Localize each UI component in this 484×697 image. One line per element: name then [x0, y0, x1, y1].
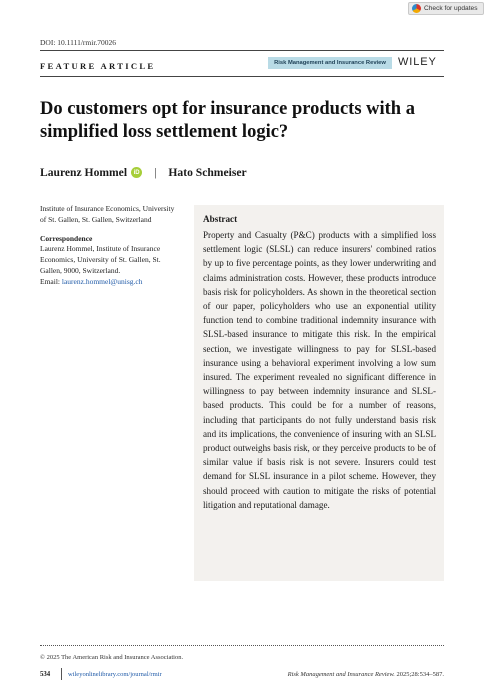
footer-rule	[40, 645, 444, 646]
section-label: FEATURE ARTICLE	[40, 61, 156, 71]
email-line	[40, 277, 182, 288]
citation	[250, 671, 444, 678]
author-separator: |	[154, 166, 157, 179]
abstract-heading: Abstract	[203, 214, 238, 224]
doi: DOI: 10.1111/rmir.70026	[40, 38, 117, 47]
check-for-updates-label: Check for updates	[424, 5, 478, 12]
page-number: 534	[40, 671, 51, 678]
author-name[interactable]: Laurenz Hommel	[40, 166, 128, 179]
abstract-text: Property and Casualty (P&C) products with a simplified loss settlement logic (SLSL) can reduce insurers' combined ratios by up to five percentage points, as they lower underwriting and claims administration costs. However, these products introduce basis risk for policyholders. As shown in the theoretical section of our paper, policyholders who use an exponential utility function tend to combine traditional indemnity insurance with SLSL-based insurance to mitigate this risk. In the empirical section, we investigate willingness to pay for SLSL-based insurance using a behavioral experiment involving a low sum insured. The experiment revealed no significant difference in willingness to pay between indemnity insurance and SLSL-based products. This could be for a number of reasons, including that participants do not fully understand basis risk and its implications, the convenience of insuring with an SLSL product outweighs basis risk, or they perceive products to be of similar value if basis risk is not severe. Insurers could test demand for SLSL insurance in a pilot scheme. However, they should proceed with caution to mitigate the risks of potential litigation and reputational damage.	[203, 230, 436, 510]
correspondence-address: Laurenz Hommel, Institute of Insurance Economics, University of St. Gallen, St. Gallen, 9000, Switzerland.	[40, 244, 161, 275]
copyright: © 2025 The American Risk and Insurance Association.	[40, 654, 184, 661]
header-rule-bottom	[40, 76, 444, 77]
author-name[interactable]: Hato Schmeiser	[168, 166, 247, 179]
header-rule-top	[40, 50, 444, 51]
affiliation-block	[40, 204, 182, 288]
journal-website-link[interactable]: wileyonlinelibrary.com/journal/rmir	[68, 671, 162, 678]
crossmark-icon	[412, 4, 421, 13]
affiliation-institute: Institute of Insurance Economics, University of St. Gallen, St. Gallen, Switzerland	[40, 204, 175, 224]
abstract-box	[194, 205, 444, 581]
footer-divider	[61, 668, 62, 680]
email-link[interactable]: laurenz.hommel@unisg.ch	[61, 276, 143, 286]
publisher-logo: WILEY	[398, 56, 437, 68]
correspondence-label: Correspondence	[40, 233, 93, 243]
citation-journal: Risk Management and Insurance Review.	[287, 671, 395, 678]
article-title: Do customers opt for insurance products with a simplified loss settlement logic?	[40, 99, 415, 142]
orcid-icon[interactable]: iD	[131, 167, 142, 178]
check-for-updates-badge[interactable]	[408, 2, 484, 15]
author-list	[40, 166, 247, 179]
email-label: Email:	[40, 276, 60, 286]
citation-volume: 2025;28:534–587.	[396, 671, 444, 678]
journal-name-badge: Risk Management and Insurance Review	[268, 57, 392, 69]
